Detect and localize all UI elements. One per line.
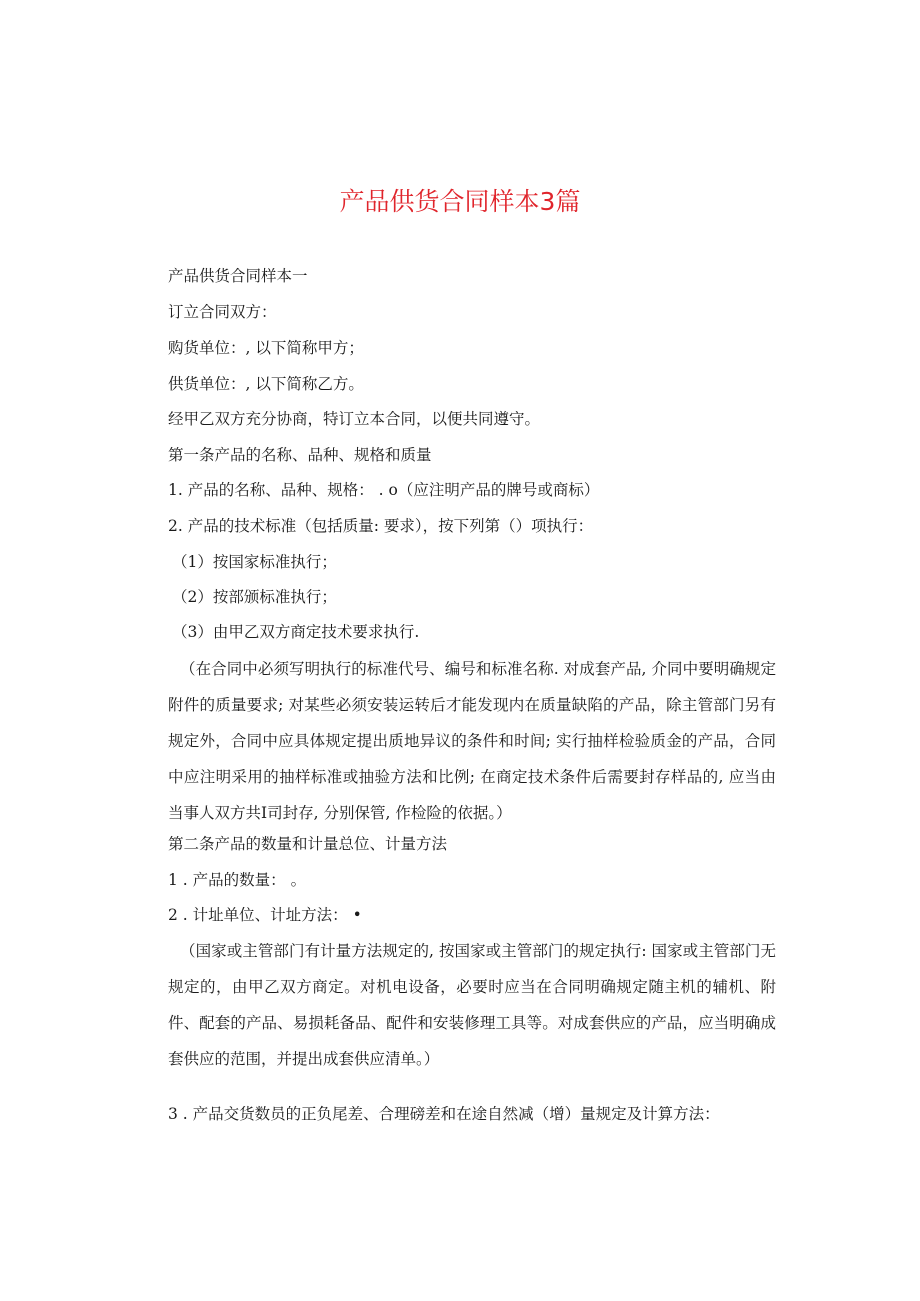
list-item: （1）按国家标准执行； <box>172 553 337 571</box>
section-heading: 第二条产品的数量和计量总位、计量方法 <box>168 835 448 853</box>
text-line: 3 . 产品交货数员的正负尾差、合理磅差和在途自然减（增）量规定及计算方法： <box>168 1105 720 1123</box>
text-line: 1. 产品的名称、品种、规格： . o（应注明产品的牌号或商标） <box>168 481 600 499</box>
text-line: 经甲乙双方充分协商，特订立本合同，以便共同遵守。 <box>168 410 541 428</box>
document-title: 产品供货合同样本3篇 <box>339 187 581 216</box>
list-item: （3）由甲乙双方商定技术要求执行. <box>172 623 420 641</box>
text-line: 供货单位：, 以下简称乙方。 <box>168 375 364 393</box>
text-line: 1 . 产品的数量： 。 <box>168 871 307 889</box>
text-line: 2 . 计址单位、计址方法： • <box>168 906 362 924</box>
text-line: 购货单位：, 以下简称甲方； <box>168 339 364 357</box>
list-item: （2）按部颁标准执行； <box>172 588 337 606</box>
paragraph: （国家或主管部门有计量方法规定的, 按国家或主管部门的规定执行: 国家或主管部门无规定的，由甲乙双方商定。对机电设备，必要时应当在合同明确规定随主机的辅机、附件、配套的产品、易损耗备品、配件和安装修理工具等。对成套供应的产品，应当明确成套供应的范围，并提出成套供应清单。） <box>168 942 776 1068</box>
section-heading: 第一条产品的名称、品种、规格和质量 <box>168 446 432 464</box>
text-line: 2. 产品的技术标准（包括质量: 要求），按下列第（）项执行： <box>168 517 594 535</box>
text-line: 订立合同双方： <box>168 303 277 321</box>
text-line: 产品供货合同样本一 <box>168 267 308 285</box>
paragraph: （在合同中必须写明执行的标准代号、编号和标准名称. 对成套产品, 介同中要明确规定附件的质量要求; 对某些必须安装运转后才能发现内在质量缺陷的产品，除主管部门另有规定外，合同中应具体规定提出质地异议的条件和时间; 实行抽样检验质金的产品，合同中应注明采用的抽样标准或抽验方法和比例; 在商定技术条件后需要封存样品的, 应当由当事人双方共I司封存, 分别保管, 作检险的依据。） <box>168 660 776 822</box>
